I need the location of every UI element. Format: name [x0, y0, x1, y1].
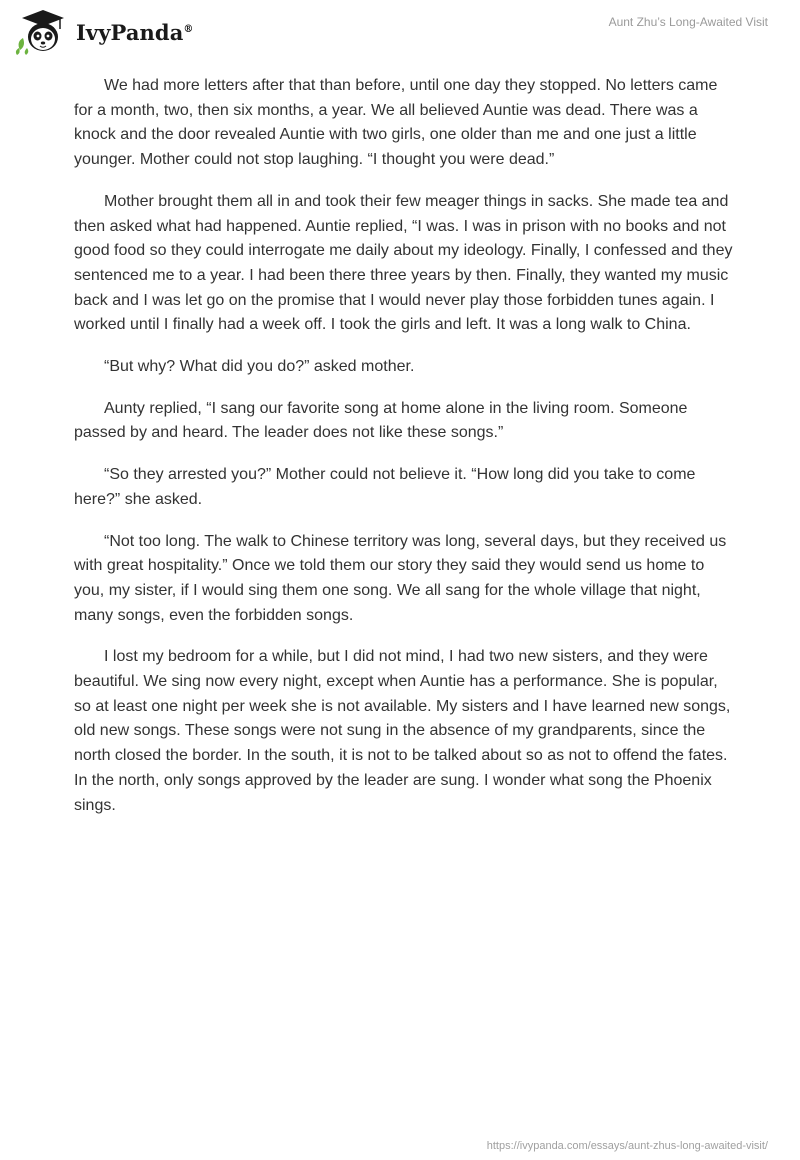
source-url-link[interactable]: https://ivypanda.com/essays/aunt-zhus-long-awaited-visit/: [486, 1140, 768, 1152]
page-header: [0, 0, 800, 60]
logo-wordmark: IvyPanda®: [76, 19, 194, 45]
paragraph: Aunty replied, “I sang our favorite song at home alone in the living room. Someone passed by and heard. The leader does not like these songs.”: [74, 399, 688, 442]
ivypanda-logo[interactable]: [14, 8, 194, 56]
paragraph: “But why? What did you do?” asked mother.: [104, 358, 415, 376]
paragraph: I lost my bedroom for a while, but I did not mind, I had two new sisters, and they were beautiful. We sing now every night, except when Auntie has a performance. She is popular, so at least one night per week she is not available. My sisters and I have learned new songs, old new songs. These songs were not sung in the absence of my grandparents, since the north closed the border. In the south, it is not to be talked about so as not to offend the fates. In the north, only songs approved by the leader are sung. I wonder what song the Phoenix sings.: [74, 648, 731, 814]
paragraph: “Not too long. The walk to Chinese territory was long, several days, but they received us with great hospitality.” Once we told them our story they said they would send us home to you, my sister, if I would sing them one song. We all sang for the whole village that night, many songs, even the forbidden songs.: [74, 532, 727, 624]
document-title: Aunt Zhu’s Long-Awaited Visit: [608, 15, 768, 29]
registered-mark: ®: [183, 23, 194, 35]
paragraph: “So they arrested you?” Mother could not believe it. “How long did you take to come here?” she asked.: [74, 466, 696, 508]
paragraph: We had more letters after that than before, until one day they stopped. No letters came for a month, two, then six months, a year. We all believed Auntie was dead. There was a knock and the door revealed Auntie with two girls, one older than me and one just a little younger. Mother could not stop laughing. “I thought you were dead.”: [74, 77, 718, 169]
essay-body: [74, 74, 734, 835]
panda-graduate-icon: [14, 8, 72, 56]
paragraph: Mother brought them all in and took their few meager things in sacks. She made tea and then asked what had happened. Auntie replied, “I was. I was in prison with no books and not good food so they could interrogate me daily about my ideology. Finally, I confessed and they sentenced me to a year. I had been there three years by then. Finally, they wanted my music back and I was let go on the promise that I would never play those forbidden tunes again. I worked until I finally had a week off. I took the girls and left. It was a long walk to China.: [74, 192, 733, 334]
